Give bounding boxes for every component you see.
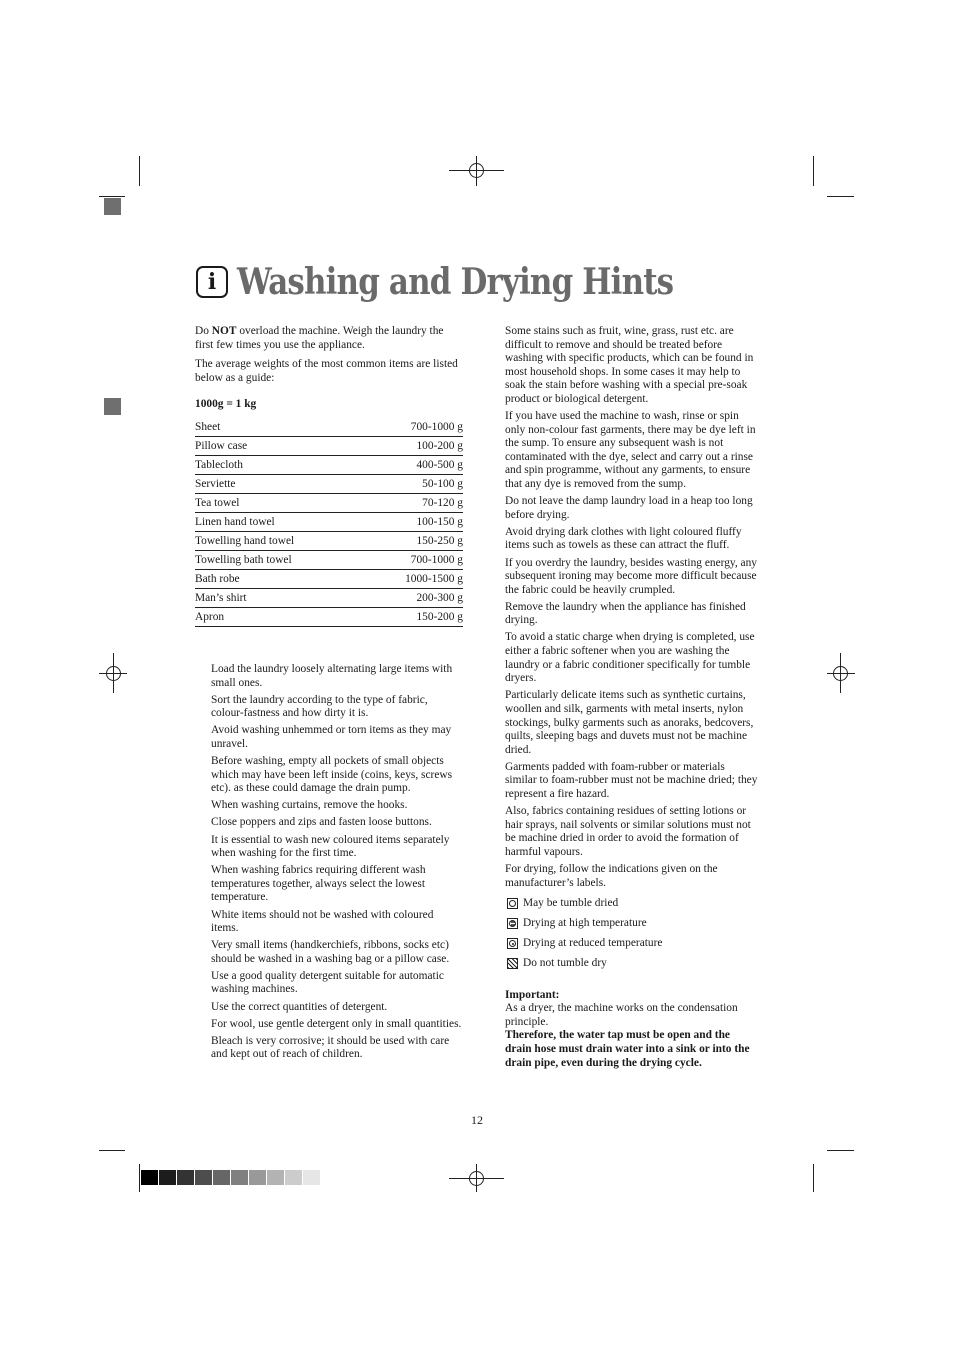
list-item: It is essential to wash new coloured items separately when washing for the first time. bbox=[211, 833, 450, 860]
important-warning: Therefore, the water tap must be open and the drain hose must drain water into a sink or into the drain pipe, even during the drying cycle. bbox=[505, 1029, 750, 1069]
weight-item-value: 100-200 g bbox=[416, 439, 463, 452]
crop-mark bbox=[827, 196, 854, 197]
color-calibration-bar bbox=[141, 1170, 320, 1185]
color-swatch bbox=[285, 1170, 302, 1185]
weight-item-name: Towelling hand towel bbox=[195, 534, 295, 547]
left-column bbox=[195, 325, 463, 627]
paragraph: Remove the laundry when the appliance has finished drying. bbox=[505, 600, 746, 627]
crop-mark bbox=[827, 1150, 854, 1151]
care-symbol-row bbox=[505, 914, 759, 934]
do-not-tumble-dry-icon bbox=[507, 958, 518, 969]
important-note bbox=[505, 989, 759, 1071]
care-symbol-label: Drying at high temperature bbox=[523, 916, 647, 929]
weight-item-name: Sheet bbox=[195, 420, 221, 433]
marker-square bbox=[104, 198, 121, 215]
care-symbol-label: May be tumble dried bbox=[523, 896, 619, 909]
care-symbol-label: Do not tumble dry bbox=[523, 956, 607, 969]
page-title bbox=[196, 254, 744, 310]
tumble-dry-high-icon bbox=[507, 918, 518, 929]
paragraph: If you have used the machine to wash, rinse or spin only non-colour fast garments, there may be dye left in the sump. To ensure any subsequent wash is not contaminated with the dye, select and carry out a rinse and spin programme, without any garments, to ensure that any dye is removed from the sump. bbox=[505, 410, 756, 491]
weight-item-value: 200-300 g bbox=[416, 591, 463, 604]
paragraph: To avoid a static charge when drying is completed, use either a fabric softener when you are washing the laundry or a fabric conditioner specifically for tumble dryers. bbox=[505, 631, 755, 685]
list-item: Use a good quality detergent suitable for automatic washing machines. bbox=[211, 969, 444, 996]
weight-item-value: 400-500 g bbox=[416, 458, 463, 471]
crop-mark bbox=[139, 1164, 140, 1192]
weight-item-value: 50-100 g bbox=[422, 477, 463, 490]
list-item: Avoid washing unhemmed or torn items as they may unravel. bbox=[211, 724, 452, 750]
list-item: Before washing, empty all pockets of small objects which may have been left inside (coins, keys, screws etc). as these could damage the drain pump. bbox=[211, 755, 453, 795]
table-row bbox=[195, 475, 463, 494]
intro-text: Do bbox=[195, 325, 212, 337]
important-text: As a dryer, the machine works on the condensation principle. bbox=[505, 1002, 738, 1028]
weight-item-name: Serviette bbox=[195, 477, 236, 490]
care-symbol-row bbox=[505, 894, 759, 914]
tumble-dry-icon bbox=[507, 898, 518, 909]
color-swatch bbox=[159, 1170, 176, 1185]
weight-item-name: Pillow case bbox=[195, 439, 248, 452]
list-item: Bleach is very corrosive; it should be used with care and kept out of reach of children. bbox=[211, 1034, 450, 1061]
weight-item-value: 1000-1500 g bbox=[405, 572, 463, 585]
color-swatch bbox=[195, 1170, 212, 1185]
care-symbol-row bbox=[505, 954, 759, 974]
care-symbols-list bbox=[505, 894, 759, 974]
list-item: Load the laundry loosely alternating large items with small ones. bbox=[211, 663, 453, 689]
washing-tips-list bbox=[211, 663, 463, 1065]
page-number: 12 bbox=[471, 1113, 483, 1127]
paragraph: For drying, follow the indications given on the manufacturer’s labels. bbox=[505, 862, 718, 889]
table-row bbox=[195, 570, 463, 589]
list-item: Use the correct quantities of detergent. bbox=[211, 1000, 388, 1013]
intro-paragraph: The average weights of the most common items are listed below as a guide: bbox=[195, 358, 458, 384]
important-heading: Important: bbox=[505, 988, 560, 1001]
crop-mark bbox=[813, 1164, 814, 1192]
weight-item-value: 700-1000 g bbox=[410, 553, 463, 566]
paragraph: Avoid drying dark clothes with light coloured fluffy items such as towels as these can attract the fluff. bbox=[505, 525, 742, 552]
paragraph: Also, fabrics containing residues of setting lotions or hair sprays, nail solvents or similar solutions must not be machine dried in order to avoid the formation of harmful vapours. bbox=[505, 805, 751, 858]
weight-item-value: 100-150 g bbox=[416, 515, 463, 528]
crop-mark bbox=[139, 156, 140, 186]
weight-item-value: 150-250 g bbox=[416, 534, 463, 547]
paragraph: Garments padded with foam-rubber or materials similar to foam-rubber must not be machine dried; they represent a fire hazard. bbox=[505, 760, 758, 800]
table-row bbox=[195, 532, 463, 551]
table-row bbox=[195, 589, 463, 608]
color-swatch bbox=[303, 1170, 320, 1185]
list-item: Close poppers and zips and fasten loose buttons. bbox=[211, 816, 432, 829]
color-swatch bbox=[249, 1170, 266, 1185]
color-swatch bbox=[231, 1170, 248, 1185]
intro-emphasis: NOT bbox=[211, 325, 237, 337]
weight-item-name: Bath robe bbox=[195, 572, 240, 585]
intro-paragraph bbox=[195, 325, 463, 352]
paragraph: Some stains such as fruit, wine, grass, rust etc. are difficult to remove and should be treated before washing with specific products, which can be found in most household shops. In some cases it may help to soak the stain before washing with a special pre-soak product or biological detergent. bbox=[505, 325, 754, 405]
info-icon: i bbox=[196, 266, 228, 298]
page-title-text: Washing and Drying Hints bbox=[237, 261, 674, 303]
marker-square bbox=[104, 398, 121, 415]
list-item: When washing curtains, remove the hooks. bbox=[211, 799, 408, 812]
list-item: For wool, use gentle detergent only in small quantities. bbox=[211, 1017, 462, 1030]
care-symbol-row bbox=[505, 934, 759, 954]
care-symbol-label: Drying at reduced temperature bbox=[523, 936, 663, 949]
table-row bbox=[195, 437, 463, 456]
list-item: Very small items (handkerchiefs, ribbons, socks etc) should be washed in a washing bag or a pillow case. bbox=[211, 939, 450, 965]
paragraph: If you overdry the laundry, besides wasting energy, any subsequent ironing may become more difficult because the fabric could be heavily crumpled. bbox=[505, 556, 757, 596]
table-row bbox=[195, 608, 463, 627]
list-item: White items should not be washed with coloured items. bbox=[211, 908, 434, 935]
crop-mark bbox=[99, 1150, 125, 1151]
table-row bbox=[195, 551, 463, 570]
weight-item-name: Towelling bath towel bbox=[195, 553, 292, 566]
list-item: When washing fabrics requiring different wash temperatures together, always select the lowest temperature. bbox=[211, 864, 426, 904]
list-item: Sort the laundry according to the type of fabric, colour-fastness and how dirty it is. bbox=[211, 693, 428, 720]
color-swatch bbox=[177, 1170, 194, 1185]
table-row bbox=[195, 418, 463, 437]
crop-mark bbox=[813, 156, 814, 186]
table-row bbox=[195, 456, 463, 475]
weight-item-name: Linen hand towel bbox=[195, 515, 275, 528]
crop-mark bbox=[99, 196, 125, 197]
right-column bbox=[505, 325, 759, 1070]
intro-text: overload the machine. Weigh the laundry the first few times you use the appliance. bbox=[195, 325, 444, 351]
weights-table bbox=[195, 418, 463, 627]
table-row bbox=[195, 494, 463, 513]
weight-item-name: Apron bbox=[195, 610, 225, 623]
weight-item-name: Man’s shirt bbox=[195, 591, 247, 604]
weight-item-name: Tea towel bbox=[195, 496, 240, 509]
paragraph: Do not leave the damp laundry load in a heap too long before drying. bbox=[505, 495, 753, 521]
drying-tips bbox=[505, 325, 759, 890]
weight-item-value: 70-120 g bbox=[422, 496, 463, 509]
weight-item-value: 150-200 g bbox=[416, 610, 463, 623]
color-swatch bbox=[213, 1170, 230, 1185]
weight-item-name: Tablecloth bbox=[195, 458, 243, 471]
color-swatch bbox=[141, 1170, 158, 1185]
table-row bbox=[195, 513, 463, 532]
color-swatch bbox=[267, 1170, 284, 1185]
weight-item-value: 700-1000 g bbox=[410, 420, 463, 433]
paragraph: Particularly delicate items such as synthetic curtains, woollen and silk, garments with metal inserts, nylon stockings, bulky garments such as anoraks, bedcovers, quilts, sleeping bags and duvets must not be machine dried. bbox=[505, 689, 754, 756]
weights-heading: 1000g = 1 kg bbox=[195, 398, 257, 411]
tumble-dry-low-icon bbox=[507, 938, 518, 949]
